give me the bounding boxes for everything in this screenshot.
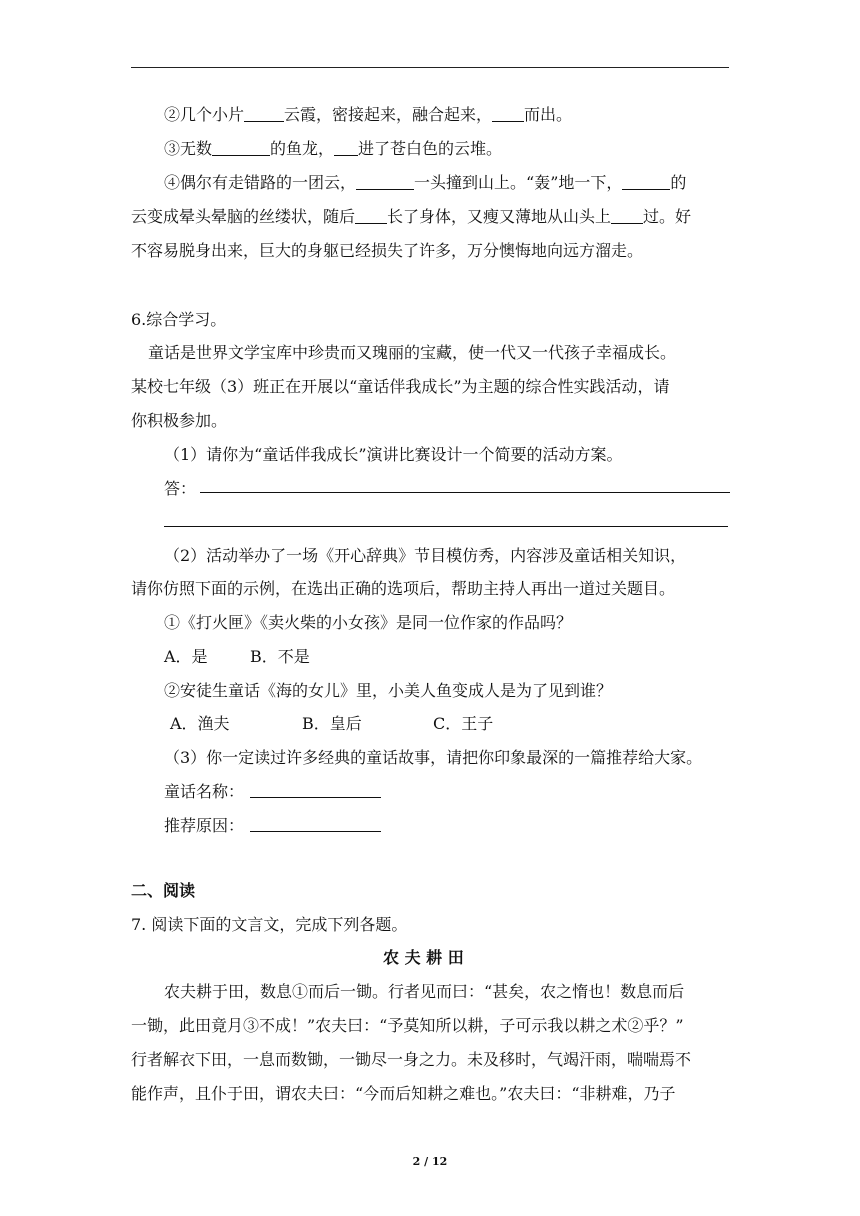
q5-item-4-text: 过。好 bbox=[643, 207, 692, 226]
q5-item-4-text: 长了身体，又瘦又薄地从山头上 bbox=[387, 207, 612, 226]
quiz-q2-option-c[interactable]: C．王子 bbox=[433, 714, 494, 733]
fill-blank[interactable] bbox=[611, 207, 643, 224]
tale-name-input[interactable] bbox=[250, 797, 381, 798]
q5-item-3-text-a: ③无数 bbox=[164, 139, 213, 158]
q5-item-2-text-b: 云霞，密接起来，融合起来， bbox=[284, 105, 493, 124]
q5-item-2-text-c: 而出。 bbox=[524, 105, 573, 124]
tale-name-label: 童话名称： bbox=[164, 782, 245, 801]
q5-item-4-text: 云变成晕头晕脑的丝缕状，随后 bbox=[131, 207, 356, 226]
section-heading: 二、阅读 bbox=[131, 881, 196, 900]
q6-part-2-line-1: （2）活动举办了一场《开心辞典》节目模仿秀，内容涉及童话相关知识， bbox=[164, 546, 687, 565]
answer-line-1[interactable] bbox=[200, 492, 730, 493]
quiz-q2-option-a[interactable]: A．渔夫 bbox=[170, 714, 230, 733]
q6-intro-line-1: 童话是世界文学宝库中珍贵而又瑰丽的宝藏，使一代又一代孩子幸福成长。 bbox=[148, 343, 677, 362]
passage-line: 农夫耕于田，数息①而后一锄。行者见而曰：“甚矣，农之惰也！数息而后 bbox=[164, 982, 685, 1001]
passage-line: 能作声，且仆于田，谓农夫曰：“今而后知耕之难也。”农夫曰：“非耕难，乃子 bbox=[131, 1084, 676, 1103]
fill-blank[interactable] bbox=[244, 105, 284, 122]
q5-item-2-text-a: ②几个小片 bbox=[164, 105, 245, 124]
q6-title: 6.综合学习。 bbox=[131, 310, 227, 329]
quiz-question-1: ①《打火匣》《卖火柴的小女孩》是同一位作家的作品吗？ bbox=[164, 613, 573, 632]
quiz-q2-option-b[interactable]: B．皇后 bbox=[302, 714, 362, 733]
q5-item-4-line-2 bbox=[131, 206, 691, 228]
q5-item-4-text: ④偶尔有走错路的一团云， bbox=[164, 173, 357, 192]
passage-line: 行者解衣下田，一息而数锄，一锄尽一身之力。未及移时，气竭汗雨，喘喘焉不 bbox=[131, 1050, 692, 1069]
q6-part-1: （1）请你为“童话伴我成长”演讲比赛设计一个简要的活动方案。 bbox=[164, 445, 623, 464]
answer-label: 答： bbox=[164, 479, 197, 498]
tale-reason-input[interactable] bbox=[250, 831, 381, 832]
passage-title: 农 夫 耕 田 bbox=[383, 948, 464, 967]
q5-item-3-text-c: 进了苍白色的云堆。 bbox=[358, 139, 503, 158]
q5-item-3-text-b: 的鱼龙， bbox=[270, 139, 335, 158]
q5-item-4-text: 的 bbox=[670, 173, 687, 192]
q5-item-2 bbox=[164, 104, 572, 126]
q5-item-4-line-1 bbox=[164, 172, 686, 194]
header-rule bbox=[131, 67, 729, 68]
fill-blank[interactable] bbox=[356, 173, 414, 190]
quiz-question-2: ②安徒生童话《海的女儿》里，小美人鱼变成人是为了见到谁？ bbox=[164, 681, 613, 700]
fill-blank[interactable] bbox=[212, 139, 270, 156]
q5-item-4-text: 一头撞到山上。“轰”地一下， bbox=[414, 173, 623, 192]
fill-blank[interactable] bbox=[622, 173, 670, 190]
answer-line-2[interactable] bbox=[164, 526, 728, 527]
passage-line: 一锄，此田竟月③不成！”农夫曰：“予莫知所以耕，子可示我以耕之术②乎？” bbox=[131, 1016, 684, 1035]
q6-part-2-line-2: 请你仿照下面的示例，在选出正确的选项后，帮助主持人再出一道过关题目。 bbox=[131, 579, 676, 598]
q6-intro-line-2: 某校七年级（3）班正在开展以“童话伴我成长”为主题的综合性实践活动，请 bbox=[131, 377, 670, 396]
quiz-q1-option-a[interactable]: A．是 bbox=[164, 647, 208, 666]
q7-prompt: 7. 阅读下面的文言文，完成下列各题。 bbox=[131, 915, 408, 934]
q6-part-3: （3）你一定读过许多经典的童话故事，请把你印象最深的一篇推荐给大家。 bbox=[164, 748, 703, 767]
tale-reason-label: 推荐原因： bbox=[164, 816, 245, 835]
fill-blank[interactable] bbox=[355, 207, 387, 224]
q6-intro-line-3: 你积极参加。 bbox=[131, 411, 228, 430]
fill-blank[interactable] bbox=[492, 105, 524, 122]
q5-item-4-line-3: 不容易脱身出来，巨大的身躯已经损失了许多，万分懊悔地向远方溜走。 bbox=[131, 241, 644, 260]
q5-item-3 bbox=[164, 138, 502, 160]
page-number: 2 / 12 bbox=[412, 1155, 448, 1168]
fill-blank[interactable] bbox=[334, 139, 358, 156]
quiz-q1-option-b[interactable]: B．不是 bbox=[250, 647, 310, 666]
